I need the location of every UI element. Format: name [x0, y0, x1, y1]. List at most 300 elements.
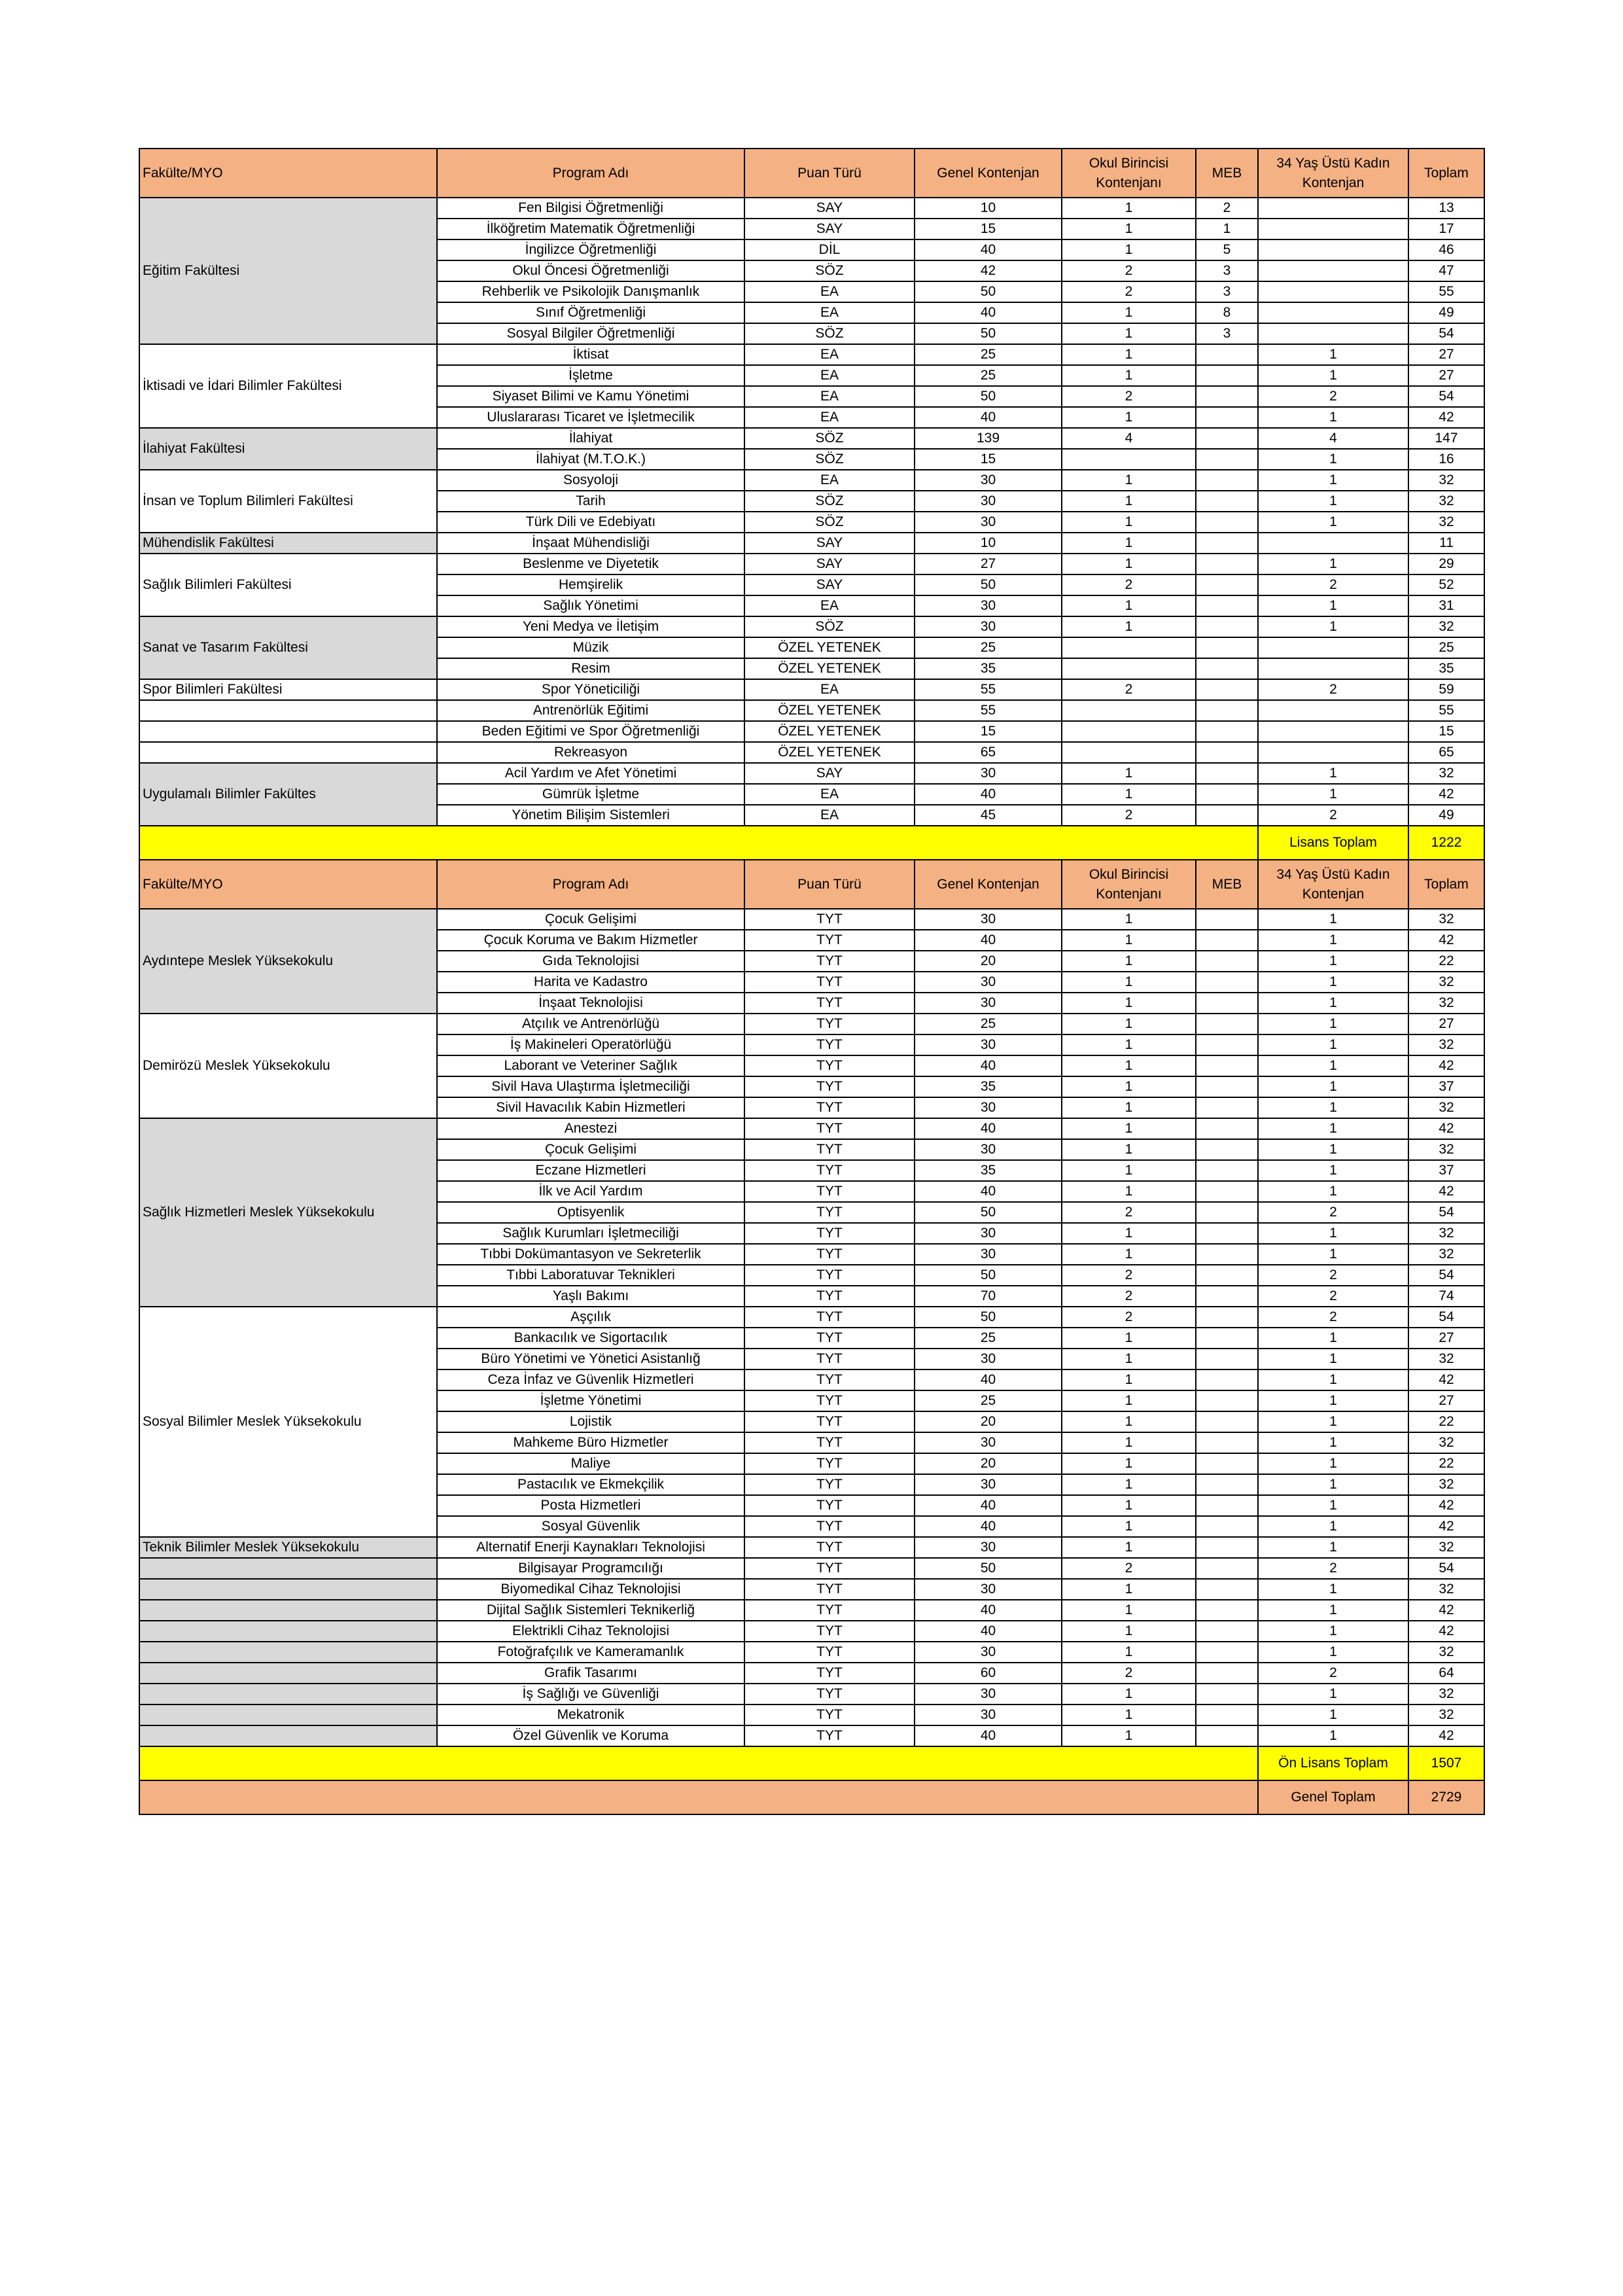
- general-quota-cell: 30: [915, 1097, 1062, 1118]
- women-over-34-quota-cell: 1: [1258, 1600, 1408, 1621]
- program-name-cell: Mahkeme Büro Hizmetler: [437, 1432, 744, 1453]
- women-over-34-quota-cell: 1: [1258, 1076, 1408, 1097]
- women-over-34-quota-cell: 1: [1258, 365, 1408, 386]
- general-quota-cell: 50: [915, 386, 1062, 407]
- score-type-cell: TYT: [744, 1118, 915, 1139]
- valedictorian-quota-cell: 1: [1062, 972, 1196, 993]
- total-cell: 42: [1408, 1181, 1484, 1202]
- onlisans-total-row-band: [139, 1746, 1258, 1780]
- total-cell: 54: [1408, 386, 1484, 407]
- table-row: [139, 763, 1484, 784]
- general-quota-cell: 30: [915, 616, 1062, 637]
- total-cell: 42: [1408, 1118, 1484, 1139]
- score-type-cell: EA: [744, 365, 915, 386]
- score-type-cell: TYT: [744, 1621, 915, 1642]
- column-header: Toplam: [1408, 149, 1484, 198]
- meb-quota-cell: [1196, 512, 1258, 533]
- women-over-34-quota-cell: [1258, 302, 1408, 323]
- general-quota-cell: 50: [915, 574, 1062, 595]
- women-over-34-quota-cell: 1: [1258, 993, 1408, 1014]
- valedictorian-quota-cell: 2: [1062, 281, 1196, 302]
- score-type-cell: SAY: [744, 763, 915, 784]
- total-cell: 25: [1408, 637, 1484, 658]
- program-name-cell: Tarih: [437, 491, 744, 512]
- score-type-cell: TYT: [744, 1704, 915, 1725]
- women-over-34-quota-cell: 1: [1258, 470, 1408, 491]
- total-cell: 49: [1408, 805, 1484, 826]
- column-header: Okul Birincisi Kontenjanı: [1062, 149, 1196, 198]
- grand-total-row: [139, 1780, 1484, 1814]
- valedictorian-quota-cell: 1: [1062, 239, 1196, 260]
- valedictorian-quota-cell: [1062, 700, 1196, 721]
- meb-quota-cell: [1196, 1076, 1258, 1097]
- program-name-cell: İnşaat Teknolojisi: [437, 993, 744, 1014]
- valedictorian-quota-cell: 1: [1062, 470, 1196, 491]
- total-cell: 54: [1408, 1265, 1484, 1286]
- program-name-cell: İlköğretim Matematik Öğretmenliği: [437, 219, 744, 239]
- valedictorian-quota-cell: 1: [1062, 491, 1196, 512]
- women-over-34-quota-cell: 1: [1258, 1516, 1408, 1537]
- general-quota-cell: 65: [915, 742, 1062, 763]
- program-name-cell: İşletme: [437, 365, 744, 386]
- lisans-total-row-band: [139, 826, 1258, 860]
- general-quota-cell: 30: [915, 491, 1062, 512]
- meb-quota-cell: [1196, 1558, 1258, 1579]
- women-over-34-quota-cell: 1: [1258, 1537, 1408, 1558]
- meb-quota-cell: [1196, 616, 1258, 637]
- program-name-cell: Fen Bilgisi Öğretmenliği: [437, 198, 744, 219]
- women-over-34-quota-cell: 1: [1258, 1432, 1408, 1453]
- table-row: [139, 554, 1484, 574]
- general-quota-cell: 30: [915, 993, 1062, 1014]
- total-cell: 32: [1408, 1244, 1484, 1265]
- general-quota-cell: 50: [915, 1265, 1062, 1286]
- faculty-name: [139, 1642, 437, 1663]
- score-type-cell: EA: [744, 805, 915, 826]
- valedictorian-quota-cell: 1: [1062, 1349, 1196, 1369]
- general-quota-cell: 30: [915, 1223, 1062, 1244]
- onlisans-total-row: [139, 1746, 1484, 1780]
- general-quota-cell: 30: [915, 1349, 1062, 1369]
- women-over-34-quota-cell: 1: [1258, 1223, 1408, 1244]
- general-quota-cell: 30: [915, 1244, 1062, 1265]
- onlisans-total-row-label: Ön Lisans Toplam: [1258, 1746, 1408, 1780]
- valedictorian-quota-cell: 2: [1062, 679, 1196, 700]
- program-name-cell: Harita ve Kadastro: [437, 972, 744, 993]
- total-cell: 65: [1408, 742, 1484, 763]
- meb-quota-cell: [1196, 784, 1258, 805]
- total-cell: 42: [1408, 1055, 1484, 1076]
- valedictorian-quota-cell: [1062, 449, 1196, 470]
- women-over-34-quota-cell: [1258, 281, 1408, 302]
- meb-quota-cell: [1196, 1621, 1258, 1642]
- meb-quota-cell: [1196, 1202, 1258, 1223]
- program-name-cell: İşletme Yönetimi: [437, 1390, 744, 1411]
- score-type-cell: TYT: [744, 1453, 915, 1474]
- meb-quota-cell: 8: [1196, 302, 1258, 323]
- program-name-cell: İnşaat Mühendisliği: [437, 533, 744, 554]
- table-row: [139, 1307, 1484, 1328]
- general-quota-cell: 40: [915, 1600, 1062, 1621]
- faculty-name: [139, 1663, 437, 1684]
- table-row: [139, 1704, 1484, 1725]
- meb-quota-cell: [1196, 637, 1258, 658]
- total-cell: 32: [1408, 909, 1484, 930]
- general-quota-cell: 30: [915, 1704, 1062, 1725]
- score-type-cell: TYT: [744, 1390, 915, 1411]
- total-cell: 42: [1408, 1621, 1484, 1642]
- score-type-cell: DİL: [744, 239, 915, 260]
- program-name-cell: İş Sağlığı ve Güvenliği: [437, 1684, 744, 1704]
- valedictorian-quota-cell: 1: [1062, 344, 1196, 365]
- general-quota-cell: 30: [915, 1684, 1062, 1704]
- general-quota-cell: 40: [915, 1118, 1062, 1139]
- women-over-34-quota-cell: 1: [1258, 1621, 1408, 1642]
- score-type-cell: ÖZEL YETENEK: [744, 658, 915, 679]
- meb-quota-cell: [1196, 972, 1258, 993]
- program-name-cell: Aşçılık: [437, 1307, 744, 1328]
- faculty-name: [139, 1579, 437, 1600]
- total-cell: 22: [1408, 1453, 1484, 1474]
- valedictorian-quota-cell: 1: [1062, 554, 1196, 574]
- meb-quota-cell: [1196, 1432, 1258, 1453]
- score-type-cell: TYT: [744, 1097, 915, 1118]
- meb-quota-cell: [1196, 1369, 1258, 1390]
- total-cell: 42: [1408, 1516, 1484, 1537]
- valedictorian-quota-cell: 1: [1062, 763, 1196, 784]
- quota-table: [139, 148, 1485, 1815]
- meb-quota-cell: [1196, 763, 1258, 784]
- valedictorian-quota-cell: 2: [1062, 1663, 1196, 1684]
- table-row: [139, 1579, 1484, 1600]
- score-type-cell: TYT: [744, 1663, 915, 1684]
- meb-quota-cell: [1196, 1139, 1258, 1160]
- valedictorian-quota-cell: 1: [1062, 1600, 1196, 1621]
- faculty-name: [139, 1600, 437, 1621]
- women-over-34-quota-cell: 1: [1258, 449, 1408, 470]
- valedictorian-quota-cell: 2: [1062, 386, 1196, 407]
- women-over-34-quota-cell: 1: [1258, 512, 1408, 533]
- women-over-34-quota-cell: 1: [1258, 1034, 1408, 1055]
- lisans-total-row-value: 1222: [1408, 826, 1484, 860]
- meb-quota-cell: [1196, 1516, 1258, 1537]
- general-quota-cell: 40: [915, 1369, 1062, 1390]
- score-type-cell: TYT: [744, 1432, 915, 1453]
- meb-quota-cell: [1196, 1642, 1258, 1663]
- column-header: Program Adı: [437, 149, 744, 198]
- program-name-cell: İktisat: [437, 344, 744, 365]
- total-cell: 32: [1408, 1034, 1484, 1055]
- total-cell: 32: [1408, 763, 1484, 784]
- general-quota-cell: 30: [915, 595, 1062, 616]
- score-type-cell: TYT: [744, 1286, 915, 1307]
- meb-quota-cell: [1196, 1495, 1258, 1516]
- general-quota-cell: 42: [915, 260, 1062, 281]
- general-quota-cell: 25: [915, 365, 1062, 386]
- total-cell: 37: [1408, 1076, 1484, 1097]
- total-cell: 42: [1408, 1495, 1484, 1516]
- table-row: [139, 721, 1484, 742]
- women-over-34-quota-cell: 1: [1258, 1390, 1408, 1411]
- column-header: Genel Kontenjan: [915, 149, 1062, 198]
- valedictorian-quota-cell: 1: [1062, 951, 1196, 972]
- score-type-cell: SÖZ: [744, 449, 915, 470]
- total-cell: 32: [1408, 1474, 1484, 1495]
- meb-quota-cell: [1196, 1223, 1258, 1244]
- women-over-34-quota-cell: 1: [1258, 972, 1408, 993]
- valedictorian-quota-cell: 1: [1062, 1328, 1196, 1349]
- meb-quota-cell: [1196, 1244, 1258, 1265]
- program-name-cell: Antrenörlük Eğitimi: [437, 700, 744, 721]
- women-over-34-quota-cell: [1258, 198, 1408, 219]
- faculty-name: [139, 1684, 437, 1704]
- meb-quota-cell: 3: [1196, 260, 1258, 281]
- total-cell: 32: [1408, 1223, 1484, 1244]
- score-type-cell: TYT: [744, 1516, 915, 1537]
- women-over-34-quota-cell: 1: [1258, 1055, 1408, 1076]
- general-quota-cell: 30: [915, 1432, 1062, 1453]
- meb-quota-cell: [1196, 1034, 1258, 1055]
- score-type-cell: EA: [744, 784, 915, 805]
- program-name-cell: Tıbbi Dokümantasyon ve Sekreterlik: [437, 1244, 744, 1265]
- valedictorian-quota-cell: 2: [1062, 1307, 1196, 1328]
- general-quota-cell: 60: [915, 1663, 1062, 1684]
- general-quota-cell: 55: [915, 700, 1062, 721]
- meb-quota-cell: [1196, 909, 1258, 930]
- total-cell: 54: [1408, 1307, 1484, 1328]
- general-quota-cell: 40: [915, 407, 1062, 428]
- valedictorian-quota-cell: 2: [1062, 1202, 1196, 1223]
- total-cell: 74: [1408, 1286, 1484, 1307]
- score-type-cell: SÖZ: [744, 512, 915, 533]
- total-cell: 32: [1408, 972, 1484, 993]
- women-over-34-quota-cell: 2: [1258, 1286, 1408, 1307]
- program-name-cell: Okul Öncesi Öğretmenliği: [437, 260, 744, 281]
- total-cell: 22: [1408, 1411, 1484, 1432]
- women-over-34-quota-cell: 1: [1258, 1181, 1408, 1202]
- general-quota-cell: 40: [915, 302, 1062, 323]
- total-cell: 42: [1408, 1369, 1484, 1390]
- total-cell: 42: [1408, 407, 1484, 428]
- valedictorian-quota-cell: 1: [1062, 1495, 1196, 1516]
- faculty-name: Sağlık Hizmetleri Meslek Yüksekokulu: [139, 1118, 437, 1307]
- score-type-cell: TYT: [744, 1349, 915, 1369]
- total-cell: 55: [1408, 281, 1484, 302]
- program-name-cell: Siyaset Bilimi ve Kamu Yönetimi: [437, 386, 744, 407]
- program-name-cell: Posta Hizmetleri: [437, 1495, 744, 1516]
- general-quota-cell: 10: [915, 198, 1062, 219]
- column-header: MEB: [1196, 860, 1258, 909]
- meb-quota-cell: [1196, 1474, 1258, 1495]
- total-cell: 27: [1408, 1014, 1484, 1034]
- women-over-34-quota-cell: 2: [1258, 574, 1408, 595]
- program-name-cell: Fotoğrafçılık ve Kameramanlık: [437, 1642, 744, 1663]
- general-quota-cell: 30: [915, 763, 1062, 784]
- program-name-cell: Müzik: [437, 637, 744, 658]
- program-name-cell: Beden Eğitimi ve Spor Öğretmenliği: [437, 721, 744, 742]
- score-type-cell: EA: [744, 470, 915, 491]
- meb-quota-cell: [1196, 1328, 1258, 1349]
- women-over-34-quota-cell: 1: [1258, 763, 1408, 784]
- valedictorian-quota-cell: 1: [1062, 993, 1196, 1014]
- total-cell: 42: [1408, 1725, 1484, 1746]
- column-header: Program Adı: [437, 860, 744, 909]
- program-name-cell: Özel Güvenlik ve Koruma: [437, 1725, 744, 1746]
- score-type-cell: TYT: [744, 1202, 915, 1223]
- meb-quota-cell: 2: [1196, 198, 1258, 219]
- women-over-34-quota-cell: [1258, 637, 1408, 658]
- women-over-34-quota-cell: 1: [1258, 1369, 1408, 1390]
- score-type-cell: EA: [744, 302, 915, 323]
- score-type-cell: TYT: [744, 1244, 915, 1265]
- general-quota-cell: 50: [915, 323, 1062, 344]
- women-over-34-quota-cell: 1: [1258, 491, 1408, 512]
- meb-quota-cell: [1196, 951, 1258, 972]
- total-cell: 32: [1408, 1579, 1484, 1600]
- quota-sheet: [139, 148, 1484, 1815]
- score-type-cell: EA: [744, 281, 915, 302]
- score-type-cell: TYT: [744, 1537, 915, 1558]
- program-name-cell: Mekatronik: [437, 1704, 744, 1725]
- women-over-34-quota-cell: 1: [1258, 595, 1408, 616]
- general-quota-cell: 30: [915, 1139, 1062, 1160]
- meb-quota-cell: [1196, 1725, 1258, 1746]
- women-over-34-quota-cell: [1258, 239, 1408, 260]
- women-over-34-quota-cell: 1: [1258, 1725, 1408, 1746]
- score-type-cell: TYT: [744, 1579, 915, 1600]
- valedictorian-quota-cell: 1: [1062, 323, 1196, 344]
- faculty-name: [139, 1704, 437, 1725]
- women-over-34-quota-cell: 2: [1258, 1663, 1408, 1684]
- score-type-cell: EA: [744, 407, 915, 428]
- total-cell: 55: [1408, 700, 1484, 721]
- valedictorian-quota-cell: 1: [1062, 1014, 1196, 1034]
- meb-quota-cell: [1196, 1349, 1258, 1369]
- program-name-cell: Tıbbi Laboratuvar Teknikleri: [437, 1265, 744, 1286]
- program-name-cell: Türk Dili ve Edebiyatı: [437, 512, 744, 533]
- score-type-cell: TYT: [744, 1328, 915, 1349]
- total-cell: 17: [1408, 219, 1484, 239]
- meb-quota-cell: [1196, 1579, 1258, 1600]
- valedictorian-quota-cell: 1: [1062, 533, 1196, 554]
- total-cell: 11: [1408, 533, 1484, 554]
- women-over-34-quota-cell: 1: [1258, 1328, 1408, 1349]
- general-quota-cell: 35: [915, 1160, 1062, 1181]
- score-type-cell: TYT: [744, 1076, 915, 1097]
- score-type-cell: SÖZ: [744, 428, 915, 449]
- program-name-cell: İlk ve Acil Yardım: [437, 1181, 744, 1202]
- general-quota-cell: 20: [915, 951, 1062, 972]
- total-cell: 46: [1408, 239, 1484, 260]
- grand-total-row-label: Genel Toplam: [1258, 1780, 1408, 1814]
- score-type-cell: SÖZ: [744, 616, 915, 637]
- program-name-cell: Atçılık ve Antrenörlüğü: [437, 1014, 744, 1034]
- program-name-cell: Resim: [437, 658, 744, 679]
- onlisans-total-row-value: 1507: [1408, 1746, 1484, 1780]
- women-over-34-quota-cell: 1: [1258, 407, 1408, 428]
- score-type-cell: TYT: [744, 1725, 915, 1746]
- valedictorian-quota-cell: 1: [1062, 1223, 1196, 1244]
- program-name-cell: Gümrük İşletme: [437, 784, 744, 805]
- program-name-cell: Eczane Hizmetleri: [437, 1160, 744, 1181]
- total-cell: 59: [1408, 679, 1484, 700]
- program-name-cell: Sosyoloji: [437, 470, 744, 491]
- program-name-cell: Çocuk Gelişimi: [437, 909, 744, 930]
- program-name-cell: Yönetim Bilişim Sistemleri: [437, 805, 744, 826]
- women-over-34-quota-cell: 2: [1258, 805, 1408, 826]
- total-cell: 37: [1408, 1160, 1484, 1181]
- valedictorian-quota-cell: 1: [1062, 1244, 1196, 1265]
- valedictorian-quota-cell: 1: [1062, 930, 1196, 951]
- valedictorian-quota-cell: 1: [1062, 1160, 1196, 1181]
- program-name-cell: Sivil Hava Ulaştırma İşletmeciliği: [437, 1076, 744, 1097]
- score-type-cell: TYT: [744, 1495, 915, 1516]
- table-row: [139, 533, 1484, 554]
- meb-quota-cell: [1196, 1390, 1258, 1411]
- total-cell: 32: [1408, 1642, 1484, 1663]
- valedictorian-quota-cell: 1: [1062, 1537, 1196, 1558]
- general-quota-cell: 25: [915, 1328, 1062, 1349]
- women-over-34-quota-cell: 1: [1258, 930, 1408, 951]
- valedictorian-quota-cell: 1: [1062, 198, 1196, 219]
- valedictorian-quota-cell: 1: [1062, 365, 1196, 386]
- program-name-cell: Pastacılık ve Ekmekçilik: [437, 1474, 744, 1495]
- women-over-34-quota-cell: 2: [1258, 679, 1408, 700]
- women-over-34-quota-cell: 2: [1258, 1558, 1408, 1579]
- onlisans-header-row: [139, 860, 1484, 909]
- faculty-name: Aydıntepe Meslek Yüksekokulu: [139, 909, 437, 1014]
- score-type-cell: SÖZ: [744, 260, 915, 281]
- score-type-cell: SÖZ: [744, 323, 915, 344]
- general-quota-cell: 139: [915, 428, 1062, 449]
- score-type-cell: EA: [744, 386, 915, 407]
- women-over-34-quota-cell: 1: [1258, 951, 1408, 972]
- meb-quota-cell: [1196, 407, 1258, 428]
- program-name-cell: Sosyal Güvenlik: [437, 1516, 744, 1537]
- total-cell: 32: [1408, 491, 1484, 512]
- program-name-cell: Laborant ve Veteriner Sağlık: [437, 1055, 744, 1076]
- valedictorian-quota-cell: 1: [1062, 219, 1196, 239]
- women-over-34-quota-cell: [1258, 700, 1408, 721]
- meb-quota-cell: [1196, 658, 1258, 679]
- program-name-cell: Ceza İnfaz ve Güvenlik Hizmetleri: [437, 1369, 744, 1390]
- program-name-cell: Hemşirelik: [437, 574, 744, 595]
- meb-quota-cell: [1196, 1704, 1258, 1725]
- women-over-34-quota-cell: 1: [1258, 1642, 1408, 1663]
- valedictorian-quota-cell: [1062, 658, 1196, 679]
- meb-quota-cell: [1196, 679, 1258, 700]
- grand-total-row-value: 2729: [1408, 1780, 1484, 1814]
- women-over-34-quota-cell: [1258, 721, 1408, 742]
- table-row: [139, 1684, 1484, 1704]
- total-cell: 64: [1408, 1663, 1484, 1684]
- program-name-cell: Çocuk Koruma ve Bakım Hizmetler: [437, 930, 744, 951]
- program-name-cell: İlahiyat: [437, 428, 744, 449]
- valedictorian-quota-cell: 1: [1062, 1390, 1196, 1411]
- column-header: Puan Türü: [744, 149, 915, 198]
- meb-quota-cell: [1196, 428, 1258, 449]
- lisans-total-row-label: Lisans Toplam: [1258, 826, 1408, 860]
- program-name-cell: Rehberlik ve Psikolojik Danışmanlık: [437, 281, 744, 302]
- general-quota-cell: 40: [915, 784, 1062, 805]
- valedictorian-quota-cell: 1: [1062, 1704, 1196, 1725]
- faculty-name: [139, 1725, 437, 1746]
- table-row: [139, 1537, 1484, 1558]
- valedictorian-quota-cell: 1: [1062, 1034, 1196, 1055]
- valedictorian-quota-cell: 1: [1062, 1076, 1196, 1097]
- faculty-name: [139, 700, 437, 721]
- general-quota-cell: 30: [915, 1579, 1062, 1600]
